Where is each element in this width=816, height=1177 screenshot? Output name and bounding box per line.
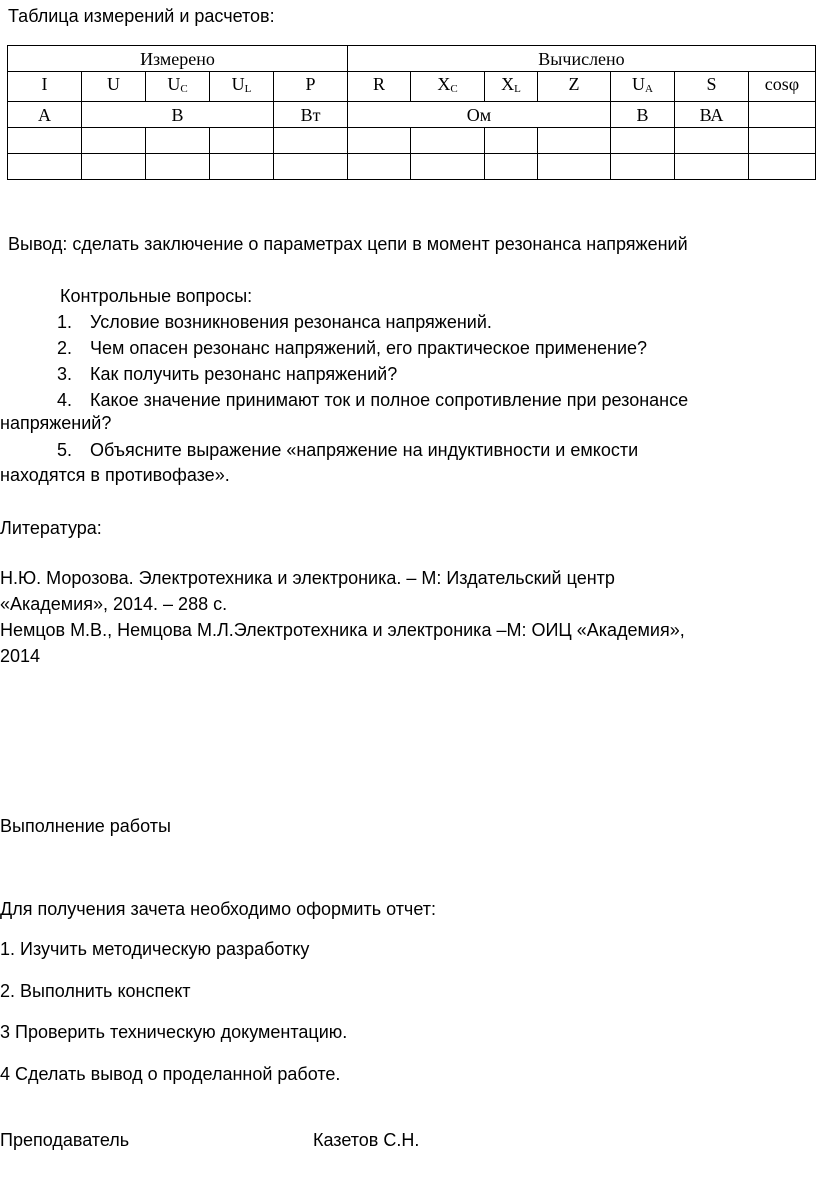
literature-line: Немцов М.В., Немцова М.Л.Электротехника и электроника –М: ОИЦ «Академия»,	[0, 620, 685, 640]
column-header-u: U	[82, 72, 146, 102]
execution-title: Выполнение работы	[0, 816, 171, 836]
report-item: 2. Выполнить конспект	[0, 981, 191, 1001]
question-number: 2.	[57, 338, 73, 358]
unit-cell: ВА	[675, 102, 749, 128]
table-cell	[348, 128, 411, 154]
table-cell	[146, 128, 210, 154]
signature-name: Казетов С.Н.	[313, 1130, 420, 1150]
table-cell	[146, 154, 210, 180]
column-header-uc: $U_C$	[146, 72, 210, 102]
table-cell	[8, 154, 82, 180]
table-cell	[82, 154, 146, 180]
column-header-ul: $U_L$	[210, 72, 274, 102]
column-header-i: I	[8, 72, 82, 102]
report-item: 1. Изучить методическую разработку	[0, 939, 310, 959]
table-group-header-row	[8, 46, 816, 72]
column-header-s: S	[675, 72, 749, 102]
column-header-z: Z	[538, 72, 611, 102]
column-header-ua: $U_A$	[611, 72, 675, 102]
table-cell	[411, 128, 485, 154]
column-header-xc: $X_C$	[411, 72, 485, 102]
table-row	[8, 128, 816, 154]
questions-title: Контрольные вопросы:	[60, 286, 253, 306]
table-cell	[485, 128, 538, 154]
table-cell	[538, 128, 611, 154]
question-text: Объясните выражение «напряжение на индуктивности и емкости	[90, 440, 639, 460]
group-header-calculated: Вычислено	[348, 46, 816, 72]
literature-line: «Академия», 2014. – 288 с.	[0, 594, 228, 614]
table-cell	[675, 128, 749, 154]
table-cell	[749, 154, 816, 180]
unit-cell: Вт	[274, 102, 348, 128]
conclusion-text: Вывод: сделать заключение о параметрах цепи в момент резонанса напряжений	[8, 234, 688, 254]
column-header-xl: $X_L$	[485, 72, 538, 102]
unit-cell: В	[611, 102, 675, 128]
table-cell	[749, 128, 816, 154]
question-text: Какое значение принимают ток и полное сопротивление при резонансе	[90, 390, 689, 410]
literature-line: 2014	[0, 646, 41, 666]
table-cell	[538, 154, 611, 180]
unit-cell: Ом	[348, 102, 611, 128]
literature-line: Н.Ю. Морозова. Электротехника и электроника. – М: Издательский центр	[0, 568, 615, 588]
table-cell	[348, 154, 411, 180]
report-item: 4 Сделать вывод о проделанной работе.	[0, 1064, 341, 1084]
literature-title: Литература:	[0, 518, 102, 538]
signature-role: Преподаватель	[0, 1130, 130, 1150]
table-cell	[611, 128, 675, 154]
question-text-continued: находятся в противофазе».	[0, 465, 230, 485]
column-header-r: R	[348, 72, 411, 102]
table-cell	[274, 154, 348, 180]
table-cell	[8, 128, 82, 154]
column-header-p: P	[274, 72, 348, 102]
question-text: Условие возникновения резонанса напряжений.	[90, 312, 492, 332]
table-caption: Таблица измерений и расчетов:	[8, 6, 275, 26]
question-number: 1.	[57, 312, 73, 332]
table-units-row	[8, 102, 816, 128]
table-cell	[411, 154, 485, 180]
question-text: Как получить резонанс напряжений?	[90, 364, 398, 384]
report-intro: Для получения зачета необходимо оформить отчет:	[0, 899, 436, 919]
table-cell	[82, 128, 146, 154]
question-text-continued: напряжений?	[0, 413, 112, 433]
question-number: 5.	[57, 440, 73, 460]
table-cell	[611, 154, 675, 180]
table-cell	[485, 154, 538, 180]
report-item: 3 Проверить техническую документацию.	[0, 1022, 348, 1042]
unit-cell: В	[82, 102, 274, 128]
question-number: 4.	[57, 390, 73, 410]
table-cell	[675, 154, 749, 180]
question-text: Чем опасен резонанс напряжений, его практическое применение?	[90, 338, 648, 358]
table-column-header-row	[8, 72, 816, 102]
measurement-table	[7, 45, 816, 180]
unit-cell: А	[8, 102, 82, 128]
unit-cell	[749, 102, 816, 128]
table-cell	[210, 128, 274, 154]
table-row	[8, 154, 816, 180]
table-cell	[210, 154, 274, 180]
group-header-measured: Измерено	[8, 46, 348, 72]
table-cell	[274, 128, 348, 154]
question-number: 3.	[57, 364, 73, 384]
column-header-cosphi: cosφ	[749, 72, 816, 102]
